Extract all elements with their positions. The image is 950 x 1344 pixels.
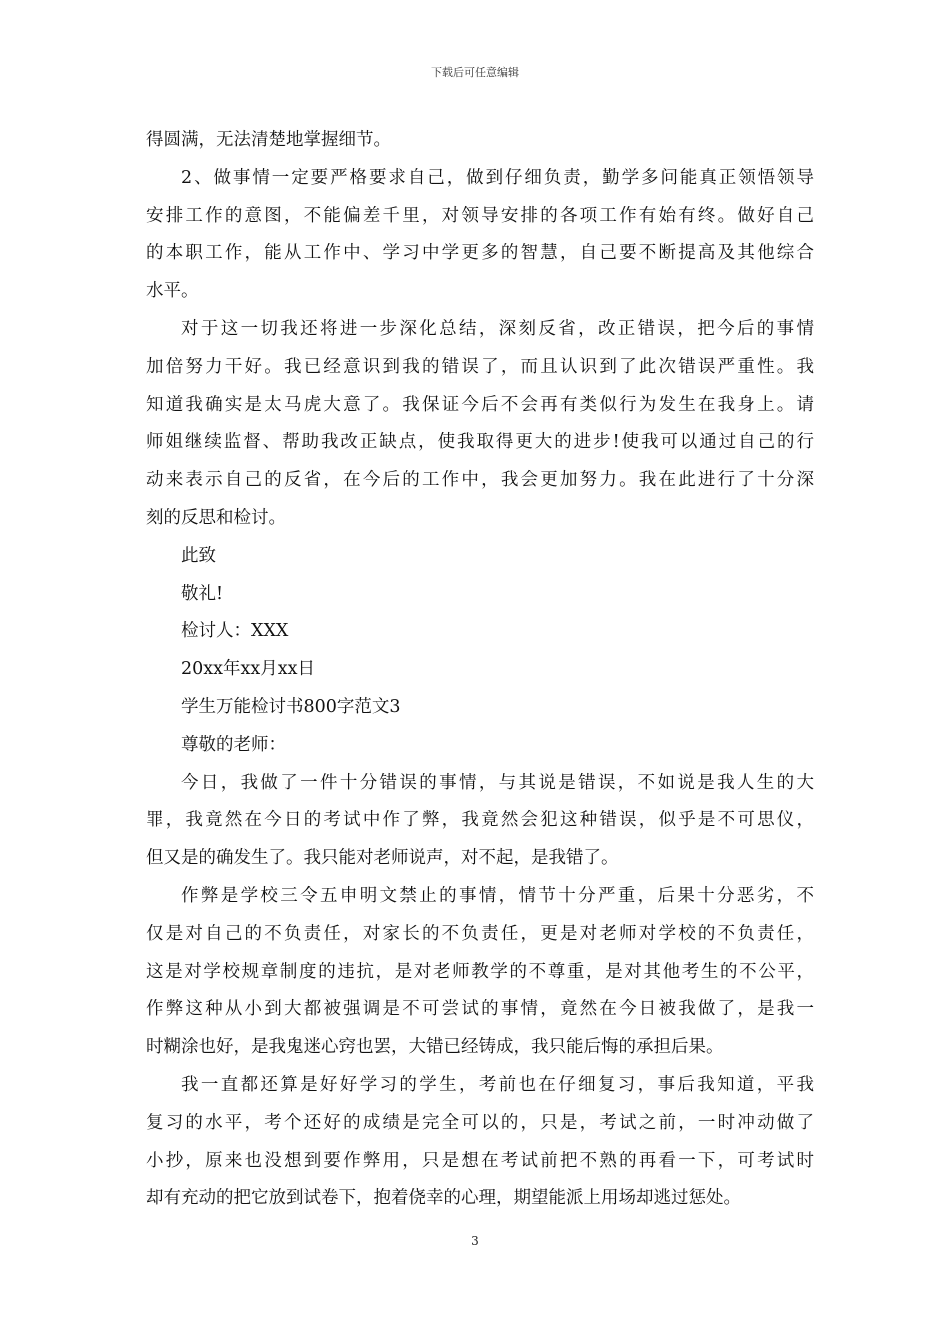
section-title: 学生万能检讨书800字范文3 [181, 696, 401, 717]
text-line: 水平。 [146, 281, 199, 302]
text-line: 动来表示自己的反省，在今后的工作中，我会更加努力。我在此进行了十分深 [146, 470, 814, 491]
text-line: 作弊是学校三令五申明文禁止的事情，情节十分严重，后果十分恶劣，不 [181, 885, 814, 906]
signature-line: 检讨人：XXX [181, 621, 289, 642]
page-number: 3 [471, 1234, 479, 1248]
text-line: 时糊涂也好，是我鬼迷心窍也罢，大错已经铸成，我只能后悔的承担后果。 [146, 1037, 724, 1058]
page-header: 下载后可任意编辑 [431, 66, 519, 79]
text-line: 却有充动的把它放到试卷下，抱着侥幸的心理，期望能派上用场却逃过惩处。 [146, 1188, 741, 1209]
text-line: 作弊这种从小到大都被强调是不可尝试的事情，竟然在今日被我做了，是我一 [146, 999, 814, 1020]
document-body [146, 122, 814, 1218]
text-line: 这是对学校规章制度的违抗，是对老师教学的不尊重，是对其他考生的不公平， [146, 961, 814, 982]
text-line: 仅是对自己的不负责任，对家长的不负责任，更是对老师对学校的不负责任， [146, 923, 814, 944]
text-line: 罪，我竟然在今日的考试中作了弊，我竟然会犯这种错误，似乎是不可思仪， [146, 810, 814, 831]
text-line: 的本职工作，能从工作中、学习中学更多的智慧，自己要不断提高及其他综合 [146, 243, 814, 264]
closing-regards: 敬礼! [181, 583, 224, 604]
closing-salutation: 此致 [181, 545, 216, 566]
text-line: 知道我确实是太马虎大意了。我保证今后不会再有类似行为发生在我身上。请 [146, 394, 814, 415]
text-line: 师姐继续监督、帮助我改正缺点，使我取得更大的进步!使我可以通过自己的行 [146, 432, 814, 453]
text-line: 复习的水平，考个还好的成绩是完全可以的，只是，考试之前，一时冲动做了 [146, 1112, 814, 1133]
date-line: 20xx年xx月xx日 [181, 659, 315, 680]
text-line: 我一直都还算是好好学习的学生，考前也在仔细复习，事后我知道，平我 [181, 1074, 814, 1095]
text-line: 对于这一切我还将进一步深化总结，深刻反省，改正错误，把今后的事情 [181, 318, 814, 339]
text-line: 安排工作的意图，不能偏差千里，对领导安排的各项工作有始有终。做好自己 [146, 205, 814, 226]
text-line: 今日，我做了一件十分错误的事情，与其说是错误，不如说是我人生的大 [181, 772, 814, 793]
greeting-line: 尊敬的老师： [181, 734, 286, 755]
text-line: 2、做事情一定要严格要求自己，做到仔细负责，勤学多问能真正领悟领导 [181, 167, 814, 188]
text-line: 加倍努力干好。我已经意识到我的错误了，而且认识到了此次错误严重性。我 [146, 356, 814, 377]
text-line: 得圆满，无法清楚地掌握细节。 [146, 130, 391, 150]
text-line: 刻的反思和检讨。 [146, 507, 286, 528]
text-line: 但又是的确发生了。我只能对老师说声，对不起，是我错了。 [146, 848, 619, 869]
text-line: 小抄，原来也没想到要作弊用，只是想在考试前把不熟的再看一下，可考试时 [146, 1150, 814, 1171]
